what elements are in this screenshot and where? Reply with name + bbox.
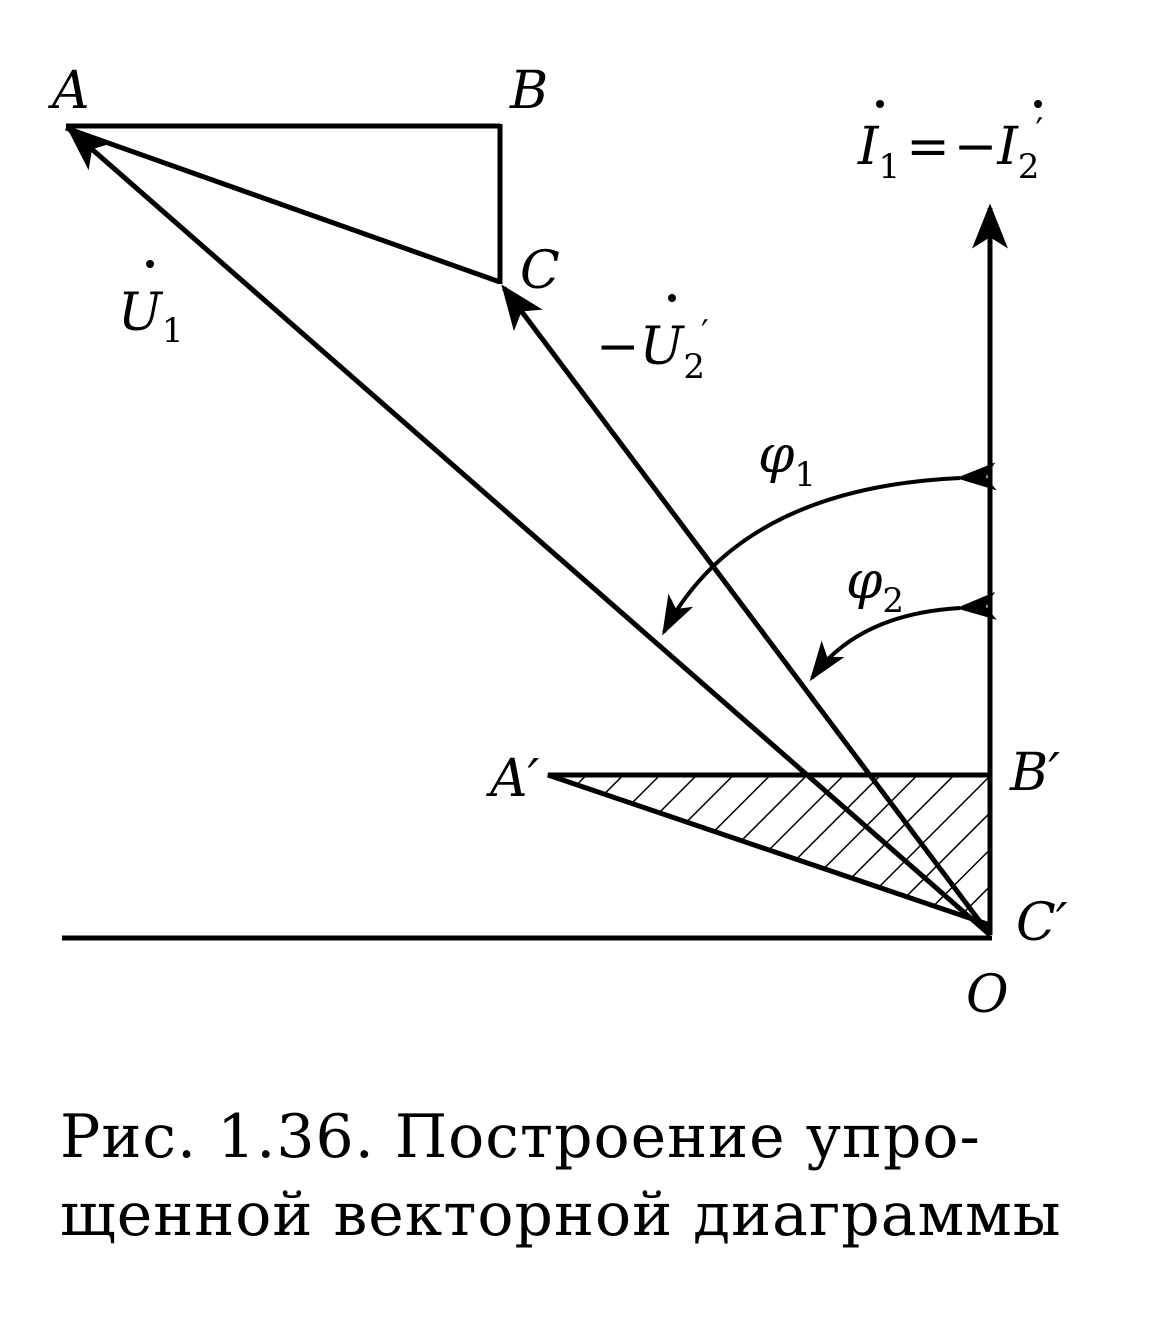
point-label-B-prime: B′ <box>1010 743 1061 803</box>
point-label-C-prime: C′ <box>1016 893 1068 953</box>
vector-label-U2-base: U <box>639 317 684 377</box>
vector-label-U1-sub: 1 <box>161 311 184 351</box>
current-label-rhs-base: I <box>997 117 1018 177</box>
point-label-O: O <box>966 965 1009 1025</box>
point-label-A-prime: A′ <box>490 749 540 809</box>
vector-label-U1 <box>118 260 183 351</box>
caption-line-1: Рис. 1.36. Построение упро- <box>60 1102 981 1172</box>
dot-accent <box>146 260 154 268</box>
vector-label-U2-prefix: − <box>596 317 640 377</box>
vector-label-U2-prime: ′ <box>701 313 709 353</box>
svg-text:−U2′ <box>596 313 709 387</box>
angle-label-phi2-sub: 2 <box>882 581 905 621</box>
vector-label-U2-sub: 2 <box>683 347 706 387</box>
dot-accent <box>668 294 676 302</box>
point-label-C: C <box>520 241 560 301</box>
svg-text:I1=−I2′ <box>857 111 1043 187</box>
current-label-rhs-prime: ′ <box>1035 111 1044 151</box>
point-label-B: B <box>510 61 549 121</box>
segment-CA <box>66 128 500 282</box>
angle-arc-phi1 <box>664 478 960 632</box>
current-label-rhs-sub: 2 <box>1017 147 1040 187</box>
angle-label-phi1-sub: 1 <box>794 455 817 495</box>
angle-label-phi2-symbol: φ <box>846 551 883 611</box>
svg-text:U1 <box>118 283 183 351</box>
dot-accent <box>1034 100 1042 108</box>
dot-accent <box>876 100 884 108</box>
caption-line-2: щенной векторной диаграммы <box>60 1180 1062 1250</box>
current-label-lhs-base: I <box>858 117 879 177</box>
current-label-lhs-sub: 1 <box>878 147 901 187</box>
current-label-rhs-prefix: − <box>953 117 998 177</box>
figure-caption <box>60 1098 1120 1254</box>
point-label-A: A <box>52 61 90 121</box>
current-label <box>857 100 1043 187</box>
vector-label-U1-base: U <box>118 283 162 343</box>
angle-label-phi1 <box>758 425 816 495</box>
angle-label-phi2 <box>846 551 904 621</box>
angle-label-phi1-symbol: φ <box>758 425 795 485</box>
current-label-eq: = <box>906 117 950 177</box>
vector-label-minus-U2-prime <box>596 294 709 387</box>
